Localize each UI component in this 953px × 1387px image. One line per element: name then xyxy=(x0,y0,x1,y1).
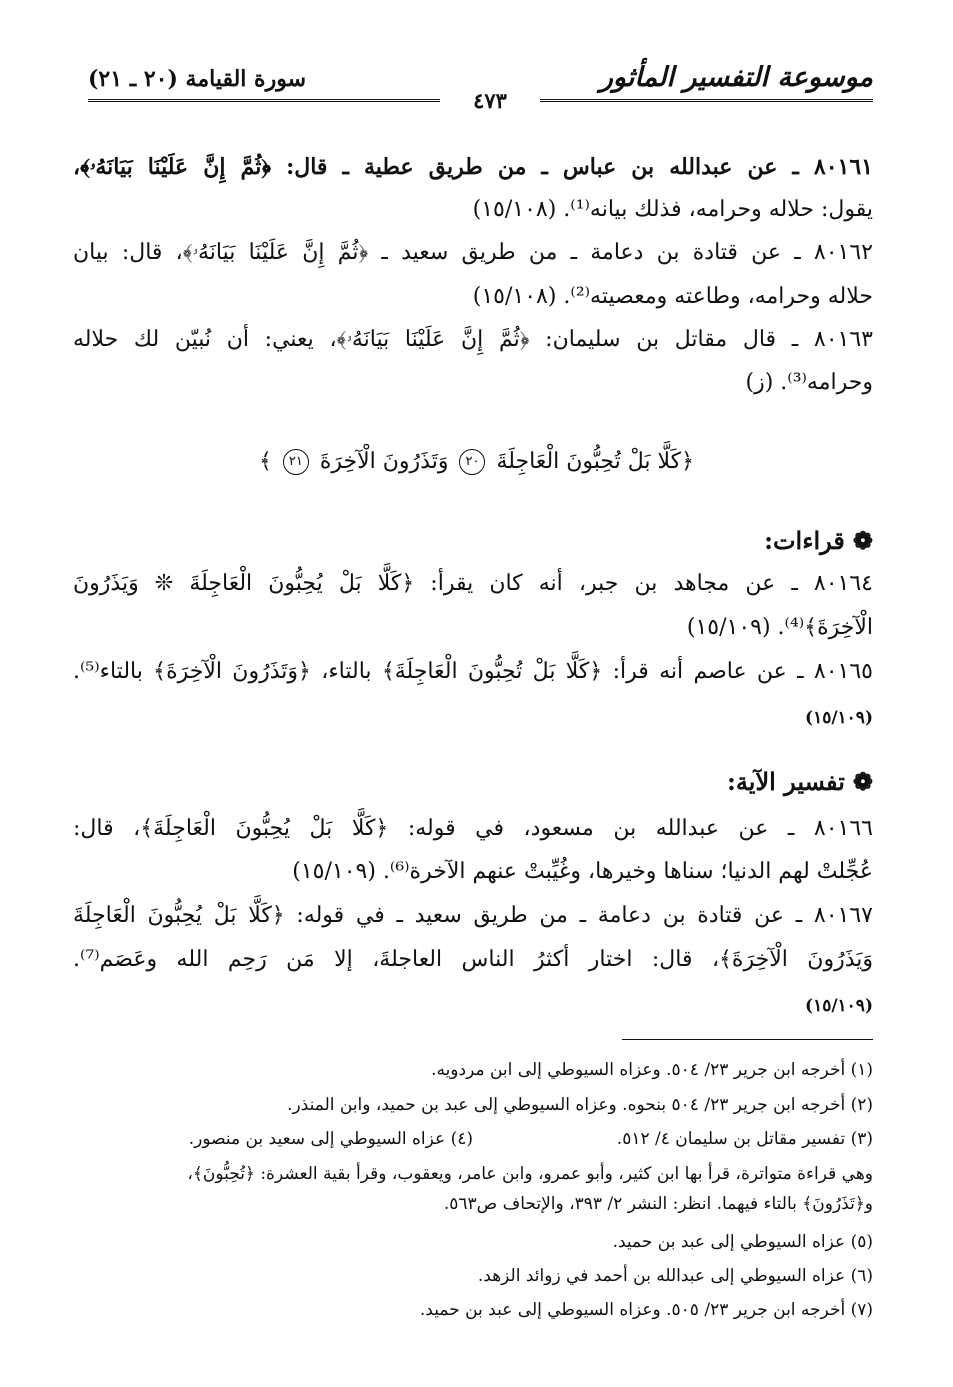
text-line-3: ٨٠١٦٢ ـ عن قتادة بن دعامة ـ من طريق سعيد ـ ﴿ثُمَّ إِنَّ عَلَيْنَا بَيَانَهُۥ﴾، قال: بيان xyxy=(73,240,873,265)
footnote-4-note: وهي قراءة متواترة، قرأ بها ابن كثير، وأبو عمرو، وابن عامر، ويعقوب، وقرأ بقية العشرة: ﴿تُحِبُّونَ﴾، xyxy=(187,1164,873,1184)
text-line-4: حلاله وحرامه، وطاعته ومعصيته⁽²⁾. (١٥/١٠٨) xyxy=(472,284,873,309)
footnote-6: (٦) عزاه السيوطي إلى عبدالله بن أحمد في زوائد الزهد. xyxy=(477,1266,873,1286)
heading-qiraat xyxy=(764,526,873,555)
heading-tafsir xyxy=(727,767,873,796)
footnote-4: (٤) عزاه السيوطي إلى سعيد بن منصور. xyxy=(188,1129,473,1149)
footnote-rule xyxy=(622,1039,873,1040)
surah-title: سورة القيامة (٢٠ ـ ٢١) xyxy=(88,66,307,92)
text-line-1: ٨٠١٦١ ـ عن عبدالله بن عباس ـ من طريق عطية ـ قال: ﴿ثُمَّ إِنَّ عَلَيْنَا بَيَانَهُۥ﴾، xyxy=(73,154,873,180)
verse-text-b: وَتَذَرُونَ الْآخِرَةَ xyxy=(319,449,449,474)
text-line-9: ٨٠١٦٥ ـ عن عاصم أنه قرأ: ﴿كَلَّا بَلْ تُحِبُّونَ الْعَاجِلَةَ﴾ بالتاء، ﴿وَتَذَرُونَ الْآخِرَةَ﴾ بالتاء⁽⁵⁾. xyxy=(73,659,873,684)
heading-qiraat-label: قراءات: xyxy=(764,526,845,555)
quran-verse xyxy=(0,449,953,475)
text-line-5: ٨٠١٦٣ ـ قال مقاتل بن سليمان: ﴿ثُمَّ إِنَّ عَلَيْنَا بَيَانَهُۥ﴾، يعني: أن نُبيّن لك حلاله xyxy=(73,327,873,352)
text-line-2: يقول: حلاله وحرامه، فذلك بيانه⁽¹⁾. (١٥/١٠٨) xyxy=(472,197,873,222)
text-line-10: (١٥/١٠٩) xyxy=(805,708,873,728)
text-line-7: ٨٠١٦٤ ـ عن مجاهد بن جبر، أنه كان يقرأ: ﴿كَلَّا بَلْ يُحِبُّونَ الْعَاجِلَةَ ❊ وَيَذَرُونَ xyxy=(73,571,873,596)
text-line-11: ٨٠١٦٦ ـ عن عبدالله بن مسعود، في قوله: ﴿كَلَّا بَلْ يُحِبُّونَ الْعَاجِلَةَ﴾، قال: xyxy=(73,816,873,841)
footnote-4-note-cont: و﴿تَذَرُونَ﴾ بالتاء فيهما. انظر: النشر ٢/ ٣٩٣، والإتحاف ص٥٦٣. xyxy=(443,1194,873,1214)
footnote-2: (٢) أخرجه ابن جرير ٢٣/ ٥٠٤ بنحوه. وعزاه السيوطي إلى عبد بن حميد، وابن المنذر. xyxy=(287,1095,873,1115)
verse-text-a: ﴿كَلَّا بَلْ تُحِبُّونَ الْعَاجِلَةَ xyxy=(496,449,695,474)
verse-close-bracket: ﴾ xyxy=(258,449,272,474)
text-line-13: ٨٠١٦٧ ـ عن قتادة بن دعامة ـ من طريق سعيد ـ في قوله: ﴿كَلَّا بَلْ يُحِبُّونَ الْعَاجِلَةَ xyxy=(73,903,873,928)
text-line-6: وحرامه⁽³⁾. (ز) xyxy=(745,370,873,395)
text-line-8: الْآخِرَةَ﴾⁽⁴⁾. (١٥/١٠٩) xyxy=(686,615,873,640)
text-line-14: وَيَذَرُونَ الْآخِرَةَ﴾، قال: اختار أكثرُ الناس العاجلةَ، إلا مَن رَحِم الله وعَصَم⁽⁷⁾. xyxy=(73,947,873,972)
book-title: موسوعة التفسير المأثور xyxy=(599,62,873,93)
text-line-15: (١٥/١٠٩) xyxy=(805,996,873,1016)
heading-tafsir-label: تفسير الآية: xyxy=(727,767,845,796)
footnote-7: (٧) أخرجه ابن جرير ٢٣/ ٥٠٥. وعزاه السيوطي إلى عبد بن حميد. xyxy=(419,1300,873,1320)
ayah-number-20: ٢٠ xyxy=(459,449,485,475)
ayah-number-21: ٢١ xyxy=(283,449,309,475)
page-number: ٤٧٣ xyxy=(440,90,540,112)
flower-ornament-icon: ❁ xyxy=(852,526,873,555)
flower-ornament-icon: ❁ xyxy=(852,767,873,796)
footnote-5: (٥) عزاه السيوطي إلى عبد بن حميد. xyxy=(612,1232,873,1252)
footnote-1: (١) أخرجه ابن جرير ٢٣/ ٥٠٤. وعزاه السيوطي إلى ابن مردويه. xyxy=(431,1060,873,1080)
footnote-3: (٣) تفسير مقاتل بن سليمان ٤/ ٥١٢. xyxy=(616,1129,873,1149)
text-line-12: عُجِّلتْ لهم الدنيا؛ سناها وخيرها، وغُيِّبتْ عنهم الآخرة⁽⁶⁾. (١٥/١٠٩) xyxy=(292,859,873,884)
